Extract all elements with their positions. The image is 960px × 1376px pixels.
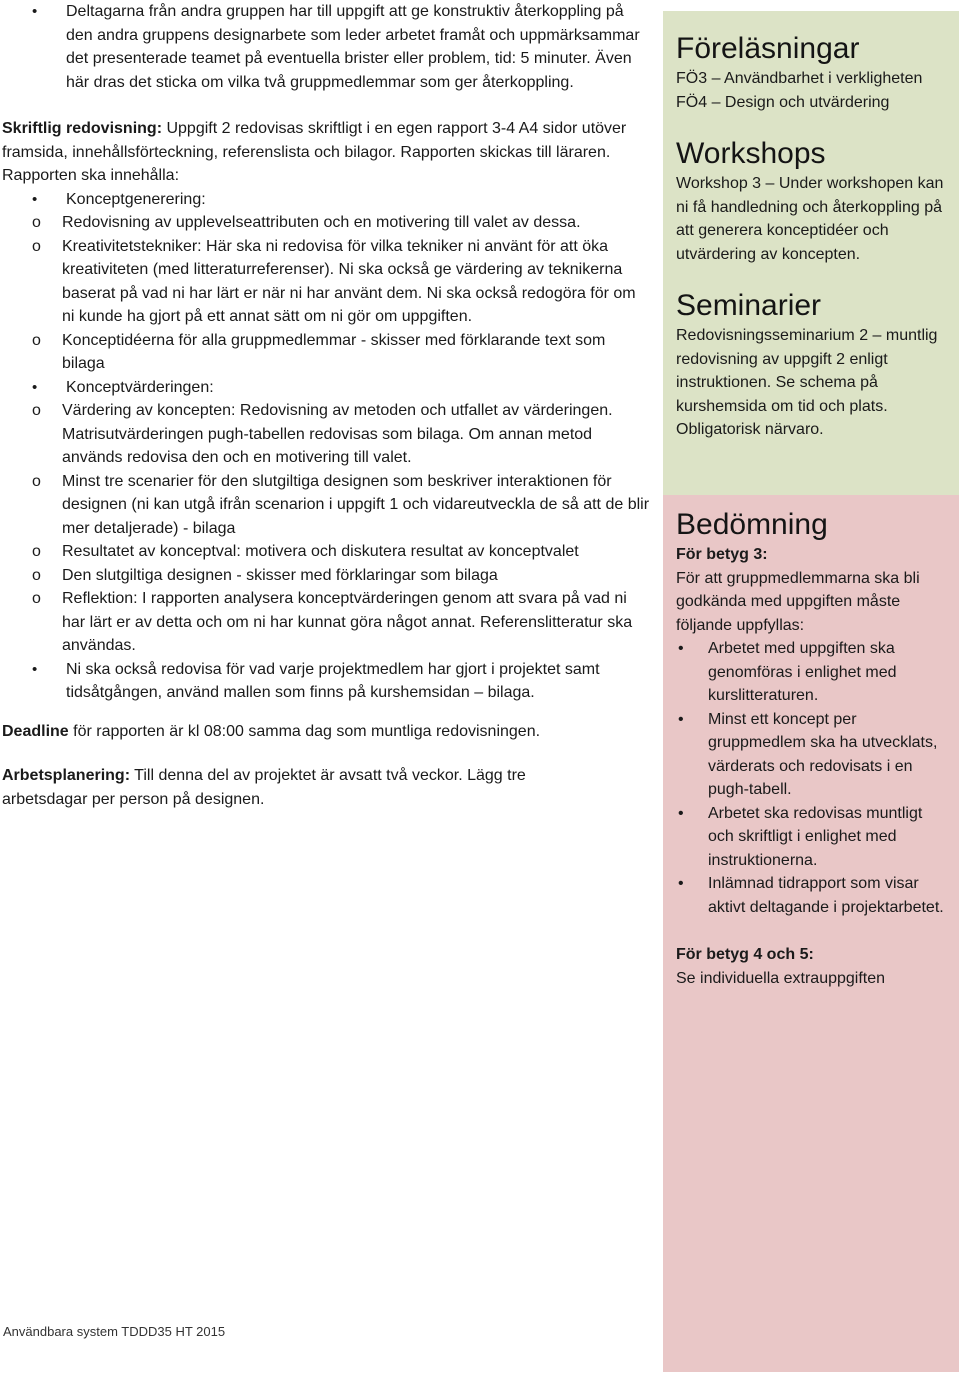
concept-eval-list: [0, 399, 650, 658]
list-item: [0, 564, 650, 588]
planning-text: Till denna del av projektet är avsatt två veckor. Lägg tre arbetsdagar per person på designen.: [2, 767, 526, 808]
list-item: [676, 637, 947, 708]
deadline-text: för rapporten är kl 08:00 samma dag som muntliga redovisningen.: [68, 722, 541, 740]
bullet-icon: •: [32, 3, 38, 20]
grade45-label-text: För betyg 4 och 5:: [676, 946, 814, 963]
sidebar-schedule-panel: [663, 11, 959, 495]
circle-bullet-icon: o: [32, 402, 41, 419]
lecture-item: FÖ3 – Användbarhet i verkligheten: [676, 70, 923, 87]
lectures-heading: Föreläsningar: [676, 32, 860, 65]
list-item: [0, 587, 650, 658]
list-item-text: Reflektion: I rapporten analysera konceptvärderingen genom att svara på vad ni har lärt er av detta och om ni har kunnat göra något annat. Referenslitteratur ska användas.: [62, 590, 633, 654]
seminars-heading: Seminarier: [676, 289, 822, 322]
grade45-text: Se individuella extrauppgiften: [676, 969, 886, 987]
list-item: [0, 188, 650, 376]
list-item-text: Den slutgiltiga designen - skisser med förklaringar som bilaga: [62, 566, 498, 584]
grade45-label: [676, 943, 947, 967]
list-item: [676, 708, 947, 802]
bullet-icon: •: [678, 875, 684, 892]
circle-bullet-icon: o: [32, 543, 41, 560]
list-item: [0, 0, 650, 94]
list-item: [0, 399, 650, 470]
list-item-text: Kreativitetstekniker: Här ska ni redovisa för vilka tekniker ni använt för att öka kreativiteten (med litteraturreferenser). Ni ska också ge värdering av teknikerna baserat på vad ni har lärt er när ni har använt dem. Ni ska också redogöra för om ni kunde ha gjort på ett annat sätt om ni gör om uppgiften.: [62, 237, 636, 325]
list-item-text: Minst tre scenarier för den slutgiltiga designen som beskriver interaktionen för designen (ni kan utgå ifrån scenarion i uppgift 1 och vidareutveckla de så att de blir mer detaljerade) - bilaga: [62, 472, 650, 537]
planning-label: Arbetsplanering:: [2, 767, 131, 784]
list-item-text: Värdering av koncepten: Redovisning av metoden och utfallet av värderingen. Matrisutvärderingen pugh-tabellen redovisas som bilaga. Om annan metod används redovisa den och en motivering till valet.: [62, 402, 613, 466]
written-report-label: Skriftlig redovisning:: [2, 120, 163, 137]
list-item: [0, 329, 650, 376]
list-item-text: Minst ett koncept per gruppmedlem ska ha utvecklats, värderats och redovisats i en pugh-tabell.: [708, 710, 938, 798]
bullet-icon: •: [32, 378, 38, 396]
grade3-text: För att gruppmedlemmarna ska bli godkända med uppgiften måste följande uppfyllas:: [676, 569, 920, 634]
list-item: [0, 235, 650, 329]
written-report-paragraph: [0, 117, 650, 188]
written-report-text: Uppgift 2 redovisas skriftligt i en egen rapport 3-4 A4 sidor utöver framsida, innehållsförteckning, referenslista och bilagor. Rapporten skickas till läraren. Rapporten ska innehålla:: [2, 120, 627, 184]
time-report-text: Ni ska också redovisa för vad varje projektmedlem har gjort i projektet samt tidsåtgången, använd mallen som finns på kurshemsidan – bilaga.: [66, 660, 600, 701]
list-item-text: Resultatet av konceptval: motivera och diskutera resultat av konceptvalet: [62, 543, 579, 560]
deadline-label: Deadline: [2, 722, 69, 740]
report-contents-list: [0, 188, 650, 705]
concept-eval-heading: Konceptvärderingen:: [66, 378, 214, 396]
grade3-requirements-list: [676, 637, 947, 919]
list-item: [0, 376, 650, 658]
workshops-text: Workshop 3 – Under workshopen kan ni få handledning och återkoppling på att generera konceptidéer och utvärdering av koncepten.: [676, 175, 944, 263]
seminars-text: Redovisningsseminarium 2 – muntlig redovisning av uppgift 2 enligt instruktionen. Se schema på kurshemsida om tid och plats. Obligatorisk närvaro.: [676, 327, 938, 438]
workshops-heading: Workshops: [676, 137, 826, 170]
page-footer: Användbara system TDDD35 HT 2015: [3, 1324, 226, 1339]
intro-bullet-text: Deltagarna från andra gruppen har till uppgift att ge konstruktiv återkoppling på den andra gruppens designarbete som leder arbetet framåt och uppmärksammar det presenterade teamet på eventuella brister eller problem, tid: 5 minuter. Även här dras det sticka om vilka två gruppmedlemmar som ger återkoppling.: [66, 3, 640, 91]
circle-bullet-icon: o: [32, 237, 41, 255]
bullet-icon: •: [678, 804, 684, 822]
grading-heading: Bedömning: [676, 508, 828, 541]
list-item: [0, 470, 650, 541]
bullet-icon: •: [32, 660, 38, 678]
list-item-text: Redovisning av upplevelseattributen och en motivering till valet av dessa.: [62, 214, 581, 231]
grade3-label-text: För betyg 3:: [676, 546, 768, 563]
sidebar-grading-panel: [663, 495, 959, 1372]
circle-bullet-icon: o: [32, 214, 41, 231]
list-item-text: Inlämnad tidrapport som visar aktivt deltagande i projektarbetet.: [708, 875, 944, 916]
concept-gen-heading: Konceptgenerering:: [66, 190, 206, 208]
circle-bullet-icon: o: [32, 331, 41, 349]
list-item: [0, 540, 650, 564]
circle-bullet-icon: o: [32, 472, 41, 490]
deadline-paragraph: [0, 720, 650, 744]
concept-gen-list: [0, 211, 650, 376]
bullet-icon: •: [32, 190, 38, 208]
circle-bullet-icon: o: [32, 590, 41, 607]
bullet-icon: •: [678, 710, 684, 728]
list-item-text: Konceptidéerna för alla gruppmedlemmar - skisser med förklarande text som bilaga: [62, 331, 606, 372]
bullet-icon: •: [678, 640, 684, 657]
intro-list: [0, 0, 650, 94]
list-item: [676, 802, 947, 873]
list-item: [0, 658, 650, 705]
list-item-text: Arbetet med uppgiften ska genomföras i enlighet med kurslitteraturen.: [708, 640, 897, 704]
planning-paragraph: [0, 764, 602, 811]
list-item: [676, 872, 947, 919]
list-item: [0, 211, 650, 235]
grade3-label: [676, 543, 947, 567]
list-item-text: Arbetet ska redovisas muntligt och skriftligt i enlighet med instruktionerna.: [708, 804, 923, 869]
main-content: [0, 0, 650, 811]
circle-bullet-icon: o: [32, 566, 41, 584]
lecture-item: FÖ4 – Design och utvärdering: [676, 93, 890, 111]
